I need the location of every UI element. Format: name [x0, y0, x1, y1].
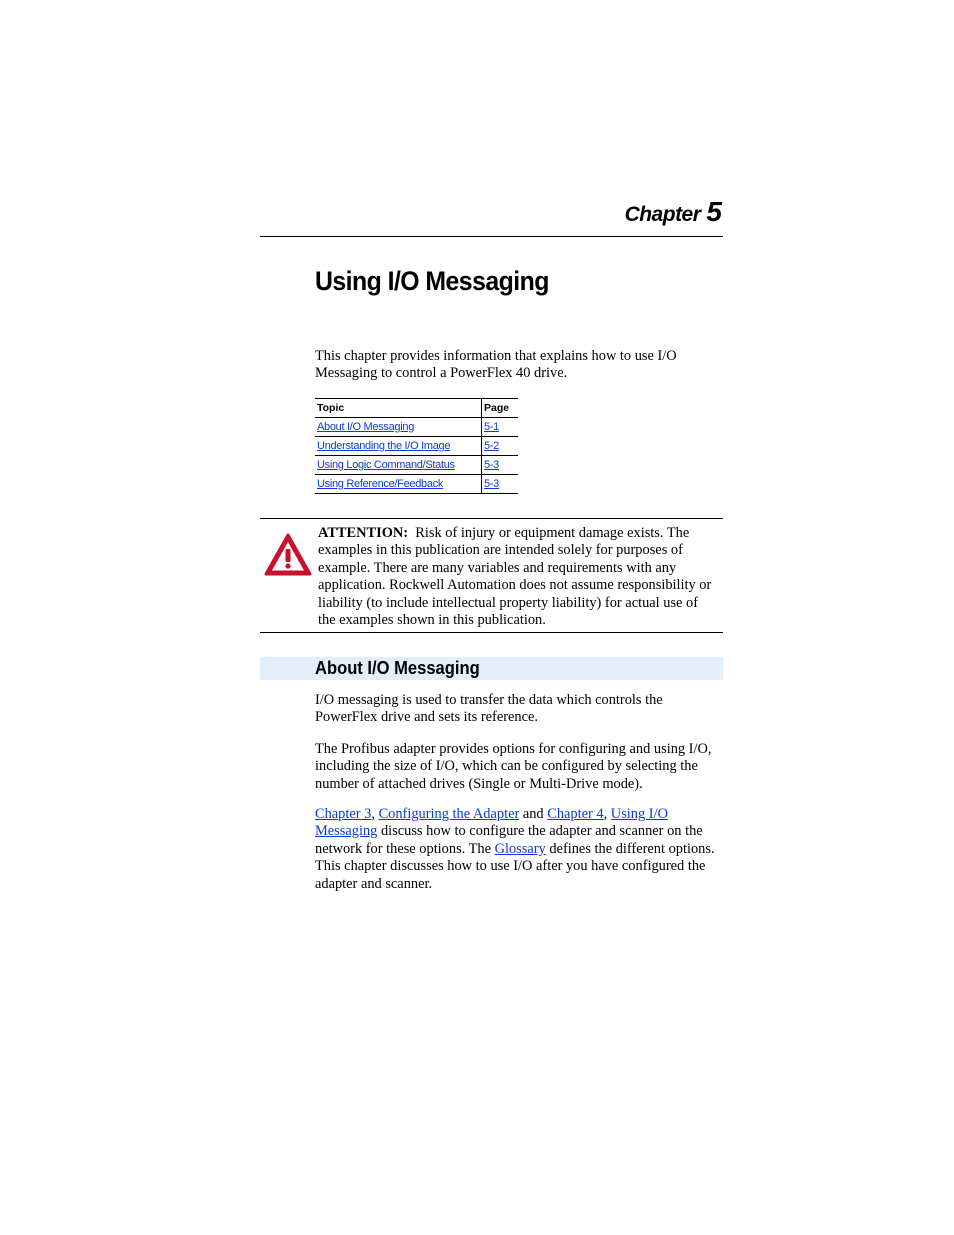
topic-link[interactable]: About I/O Messaging: [317, 421, 415, 433]
body-paragraph: The Profibus adapter provides options for configuring and using I/O, including the size of I/O, which can be configured by selecting the number of attached drives (Single or Multi-Drive mode).: [315, 741, 712, 792]
text-separator: ,: [371, 806, 379, 822]
text-end: defines the different options. This chapter discusses how to use I/O after you have configured the adapter and scanner.: [315, 840, 715, 892]
topic-link[interactable]: Using Logic Command/Status: [317, 459, 455, 471]
table-row: [315, 475, 518, 494]
section-title: About I/O Messaging: [315, 658, 480, 678]
attention-text: [318, 525, 718, 629]
table-row: [315, 418, 518, 437]
intro-paragraph: This chapter provides information that explains how to use I/O Messaging to control a PowerFlex 40 drive.: [315, 348, 677, 382]
chapter-4-link[interactable]: Chapter 4: [547, 806, 604, 822]
page-link[interactable]: 5-3: [484, 459, 499, 471]
topic-link[interactable]: Understanding the I/O Image: [317, 440, 451, 452]
table-row: [315, 437, 518, 456]
glossary-link[interactable]: Glossary: [494, 840, 546, 857]
page-link[interactable]: 5-2: [484, 440, 499, 452]
warning-triangle-icon: [264, 533, 312, 577]
text-separator: ,: [603, 806, 611, 822]
topic-link[interactable]: Using Reference/Feedback: [317, 478, 444, 490]
attention-label: ATTENTION:: [318, 525, 409, 541]
attention-box: [260, 518, 723, 633]
chapter-divider: [260, 236, 723, 237]
page-link[interactable]: 5-3: [484, 478, 499, 490]
topic-table-header: [315, 399, 518, 418]
body-paragraph: I/O messaging is used to transfer the data which controls the PowerFlex drive and sets its reference.: [315, 692, 663, 726]
chapter-3-link[interactable]: Chapter 3: [315, 806, 372, 822]
text-middle: discuss how to configure the adapter and scanner on the network for these options. The: [315, 823, 703, 857]
configuring-adapter-link[interactable]: Configuring the Adapter: [378, 806, 520, 822]
table-row: [315, 456, 518, 475]
topic-column-header: Topic: [315, 399, 482, 418]
using-io-messaging-link[interactable]: Using I/O Messaging: [315, 806, 668, 840]
text-and: and: [519, 806, 548, 822]
chapter-label: Chapter: [624, 203, 701, 226]
page-link[interactable]: 5-1: [484, 421, 499, 433]
chapter-number: 5: [706, 196, 722, 227]
topic-table: [315, 398, 518, 494]
body-paragraph: [315, 806, 723, 893]
page-title: Using I/O Messaging: [315, 266, 549, 296]
attention-body: Risk of injury or equipment damage exists. The examples in this publication are intended solely for purposes of example. There are many variables and requirements with any application. Rockwell Automation does not assume responsibility or liability (to include intellectual property liability) for actual use of the examples shown in this publication.: [318, 525, 712, 629]
chapter-heading: [625, 196, 722, 228]
page-column-header: Page: [482, 399, 519, 418]
